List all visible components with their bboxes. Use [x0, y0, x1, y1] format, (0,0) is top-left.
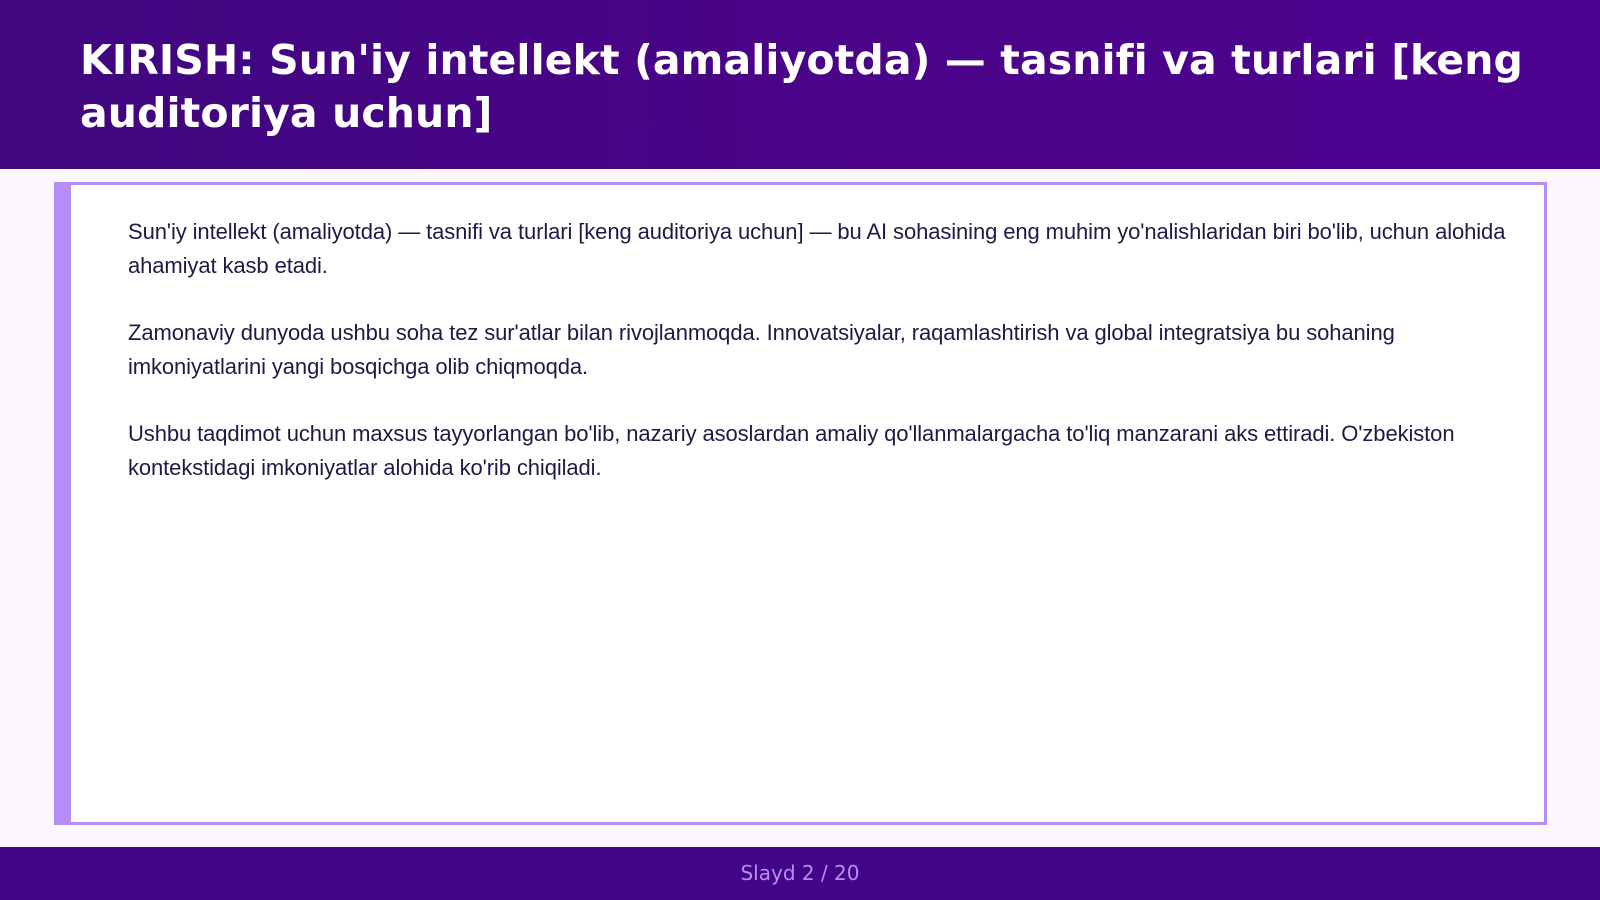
intro-paragraph: Sun'iy intellekt (amaliyotda) — tasnifi va turlari [keng auditoriya uchun] — bu AI sohasining eng muhim yo'nalishlaridan biri bo'lib, uchun alohida ahamiyat kasb etadi.: [128, 219, 1506, 278]
content-box: [54, 182, 1547, 825]
presentation-scope-paragraph: Ushbu taqdimot uchun maxsus tayyorlangan bo'lib, nazariy asoslardan amaliy qo'llanmalargacha to'liq manzarani aks ettiradi. O'zbekiston kontekstidagi imkoniyatlar alohida ko'rib chiqiladi.: [128, 421, 1455, 480]
slide-header: [0, 0, 1600, 169]
slide-title: KIRISH: Sun'iy intellekt (amaliyotda) — tasnifi va turlari [keng auditoriya uchun]: [80, 36, 1523, 137]
slide-number: Slayd 2 / 20: [740, 861, 860, 885]
development-paragraph: Zamonaviy dunyoda ushbu soha tez sur'atlar bilan rivojlanmoqda. Innovatsiyalar, raqamlashtirish va global integratsiya bu sohaning imkoniyatlarini yangi bosqichga olib chiqmoqda.: [128, 320, 1395, 379]
slide-footer: [0, 847, 1600, 900]
content-paragraphs: [128, 215, 1506, 518]
